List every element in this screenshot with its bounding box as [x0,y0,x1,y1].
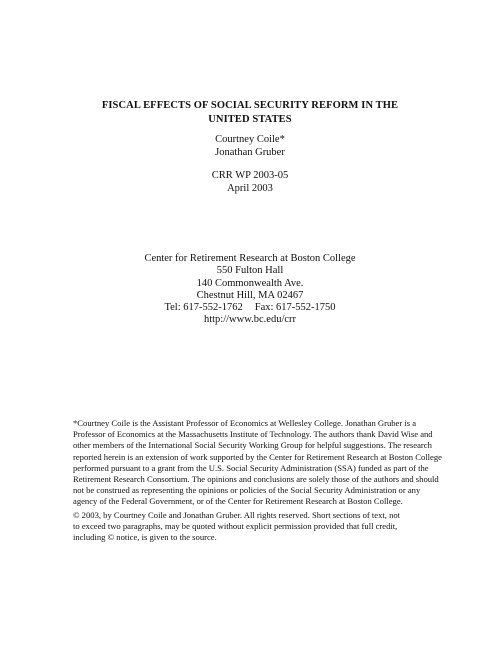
contact-numbers [0,302,500,314]
institution-address [0,253,500,327]
copyright-line: to exceed two paragraphs, may be quoted without explicit permission provided that full credit, [73,521,398,532]
author-name: Courtney Coile* [215,134,285,145]
address-building: 550 Fulton Hall [216,265,284,277]
footnote-line: Retirement Research Consortium. The opinions and conclusions are solely those of the authors and should [73,474,439,485]
author-list [0,134,500,159]
copyright-notice [73,510,453,544]
paper-title [0,99,500,127]
footnote-line: *Courtney Coile is the Assistant Professor of Economics at Wellesley College. Jonathan Gruber is a [73,418,417,428]
address-street: 140 Commonwealth Ave. [196,277,304,289]
author-name: Jonathan Gruber [215,146,285,158]
website-link[interactable]: http://www.bc.edu/crr [203,314,297,326]
copyright-line: © 2003, by Courtney Coile and Jonathan Gruber. All rights reserved. Short sections of text, not [73,510,401,520]
copyright-line: including © notice, is given to the source. [73,532,217,543]
telephone-number: Tel: 617-552-1762 [164,302,243,314]
title-line-1: FISCAL EFFECTS OF SOCIAL SECURITY REFORM IN THE [101,100,399,111]
footnote-line: not be construed as representing the opinions or policies of the Social Security Administration or any [73,485,421,496]
working-paper-number: CRR WP 2003-05 [211,170,289,181]
address-city: Chestnut Hill, MA 02467 [196,289,304,301]
footnote-line: performed pursuant to a grant from the U.S. Social Security Administration (SSA) funded as part of the [73,462,429,473]
footnote-line: Professor of Economics at the Massachusetts Institute of Technology. The authors thank David Wise and [73,429,433,440]
title-line-2: UNITED STATES [208,114,292,125]
author-footnote [73,418,453,508]
footnote-line: reported herein is an extension of work supported by the Center for Retirement Research at Boston College [73,451,442,462]
footnote-line: other members of the International Social Security Working Group for helpful suggestions. The research [73,440,432,451]
paper-info [0,170,500,195]
publication-date: April 2003 [227,182,273,194]
fax-number: Fax: 617-552-1750 [254,302,336,314]
footnote-line: agency of the Federal Government, or of the Center for Retirement Research at Boston College. [73,496,403,507]
institution-name: Center for Retirement Research at Boston College [144,253,356,264]
